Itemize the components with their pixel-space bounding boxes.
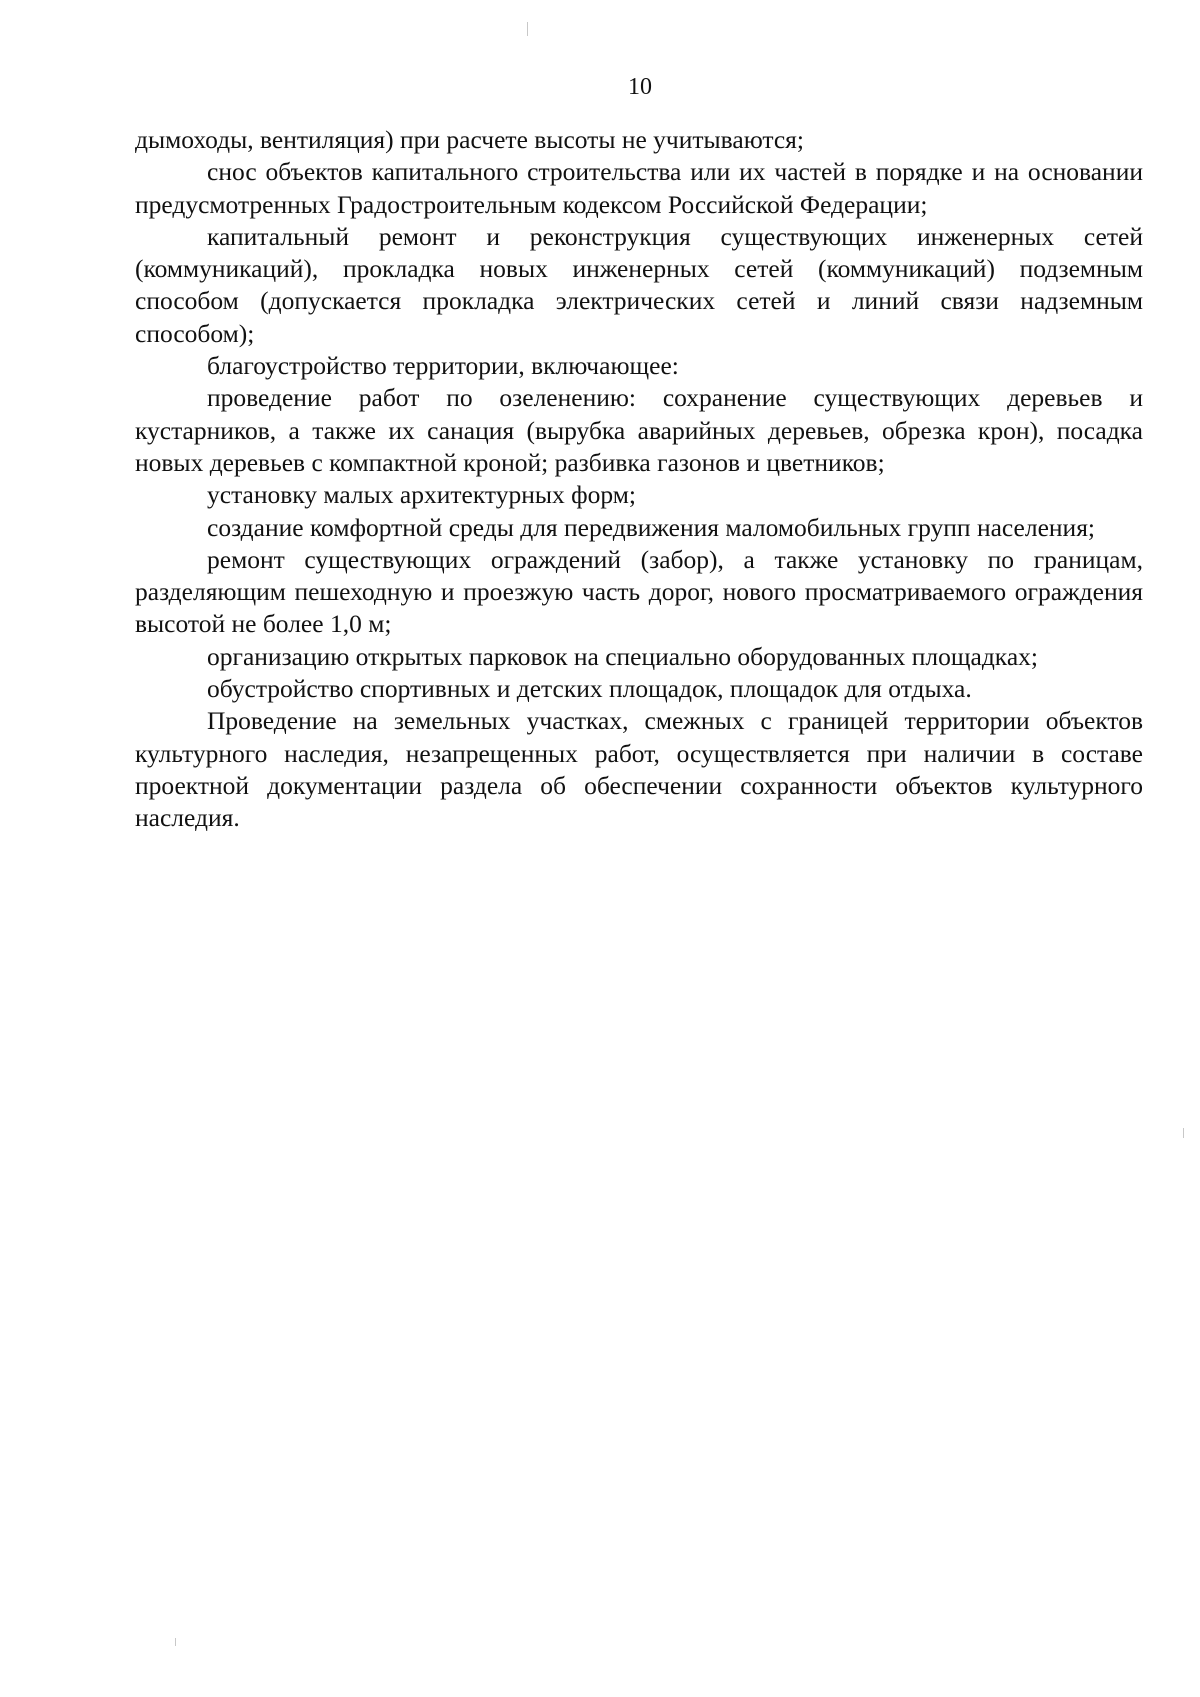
paragraph-cultural-heritage: Проведение на земельных участках, смежных с границей территории объектов культурного наследия, незапрещенных работ, осуществляется при наличии в составе проектной документации раздела об обеспечении сохранности объектов культурного наследия. (135, 706, 1143, 833)
paragraph-playgrounds: обустройство спортивных и детских площадок, площадок для отдыха. (207, 674, 972, 704)
paragraph-fencing: ремонт существующих ограждений (забор), а также установку по границам, разделяющим пешеходную и проезжую часть дорог, нового просматриваемого ограждения высотой не более 1,0 м; (135, 544, 1143, 639)
paragraph-parking: организацию открытых парковок на специально оборудованных площадках; (207, 641, 1038, 671)
paragraph-continuation: дымоходы, вентиляция) при расчете высоты не учитываются; (135, 125, 804, 154)
paragraph-landscaping-intro: благоустройство территории, включающее: (207, 351, 679, 381)
paragraph-accessibility: создание комфортной среды для передвижения маломобильных групп населения; (207, 512, 1096, 542)
scan-mark (527, 22, 528, 36)
document-body (135, 124, 1143, 835)
paragraph-small-architectural-forms: установку малых архитектурных форм; (207, 480, 636, 510)
page-number: 10 (628, 74, 652, 100)
paragraph-demolition: снос объектов капитального строительства или их частей в порядке и на основании предусмотренных Градостроительным кодексом Российской Федерации; (135, 157, 1143, 219)
scan-mark (1183, 1128, 1184, 1138)
paragraph-engineering-networks: капитальный ремонт и реконструкция существующих инженерных сетей (коммуникаций), прокладка новых инженерных сетей (коммуникаций) подземным способом (допускается прокладка электрических сетей и линий связи надземным способом); (135, 221, 1143, 348)
scan-mark (175, 1638, 176, 1646)
paragraph-greening: проведение работ по озеленению: сохранение существующих деревьев и кустарников, а также их санация (вырубка аварийных деревьев, обрезка крон), посадка новых деревьев с компактной кроной; разбивка газонов и цветников; (135, 383, 1143, 477)
